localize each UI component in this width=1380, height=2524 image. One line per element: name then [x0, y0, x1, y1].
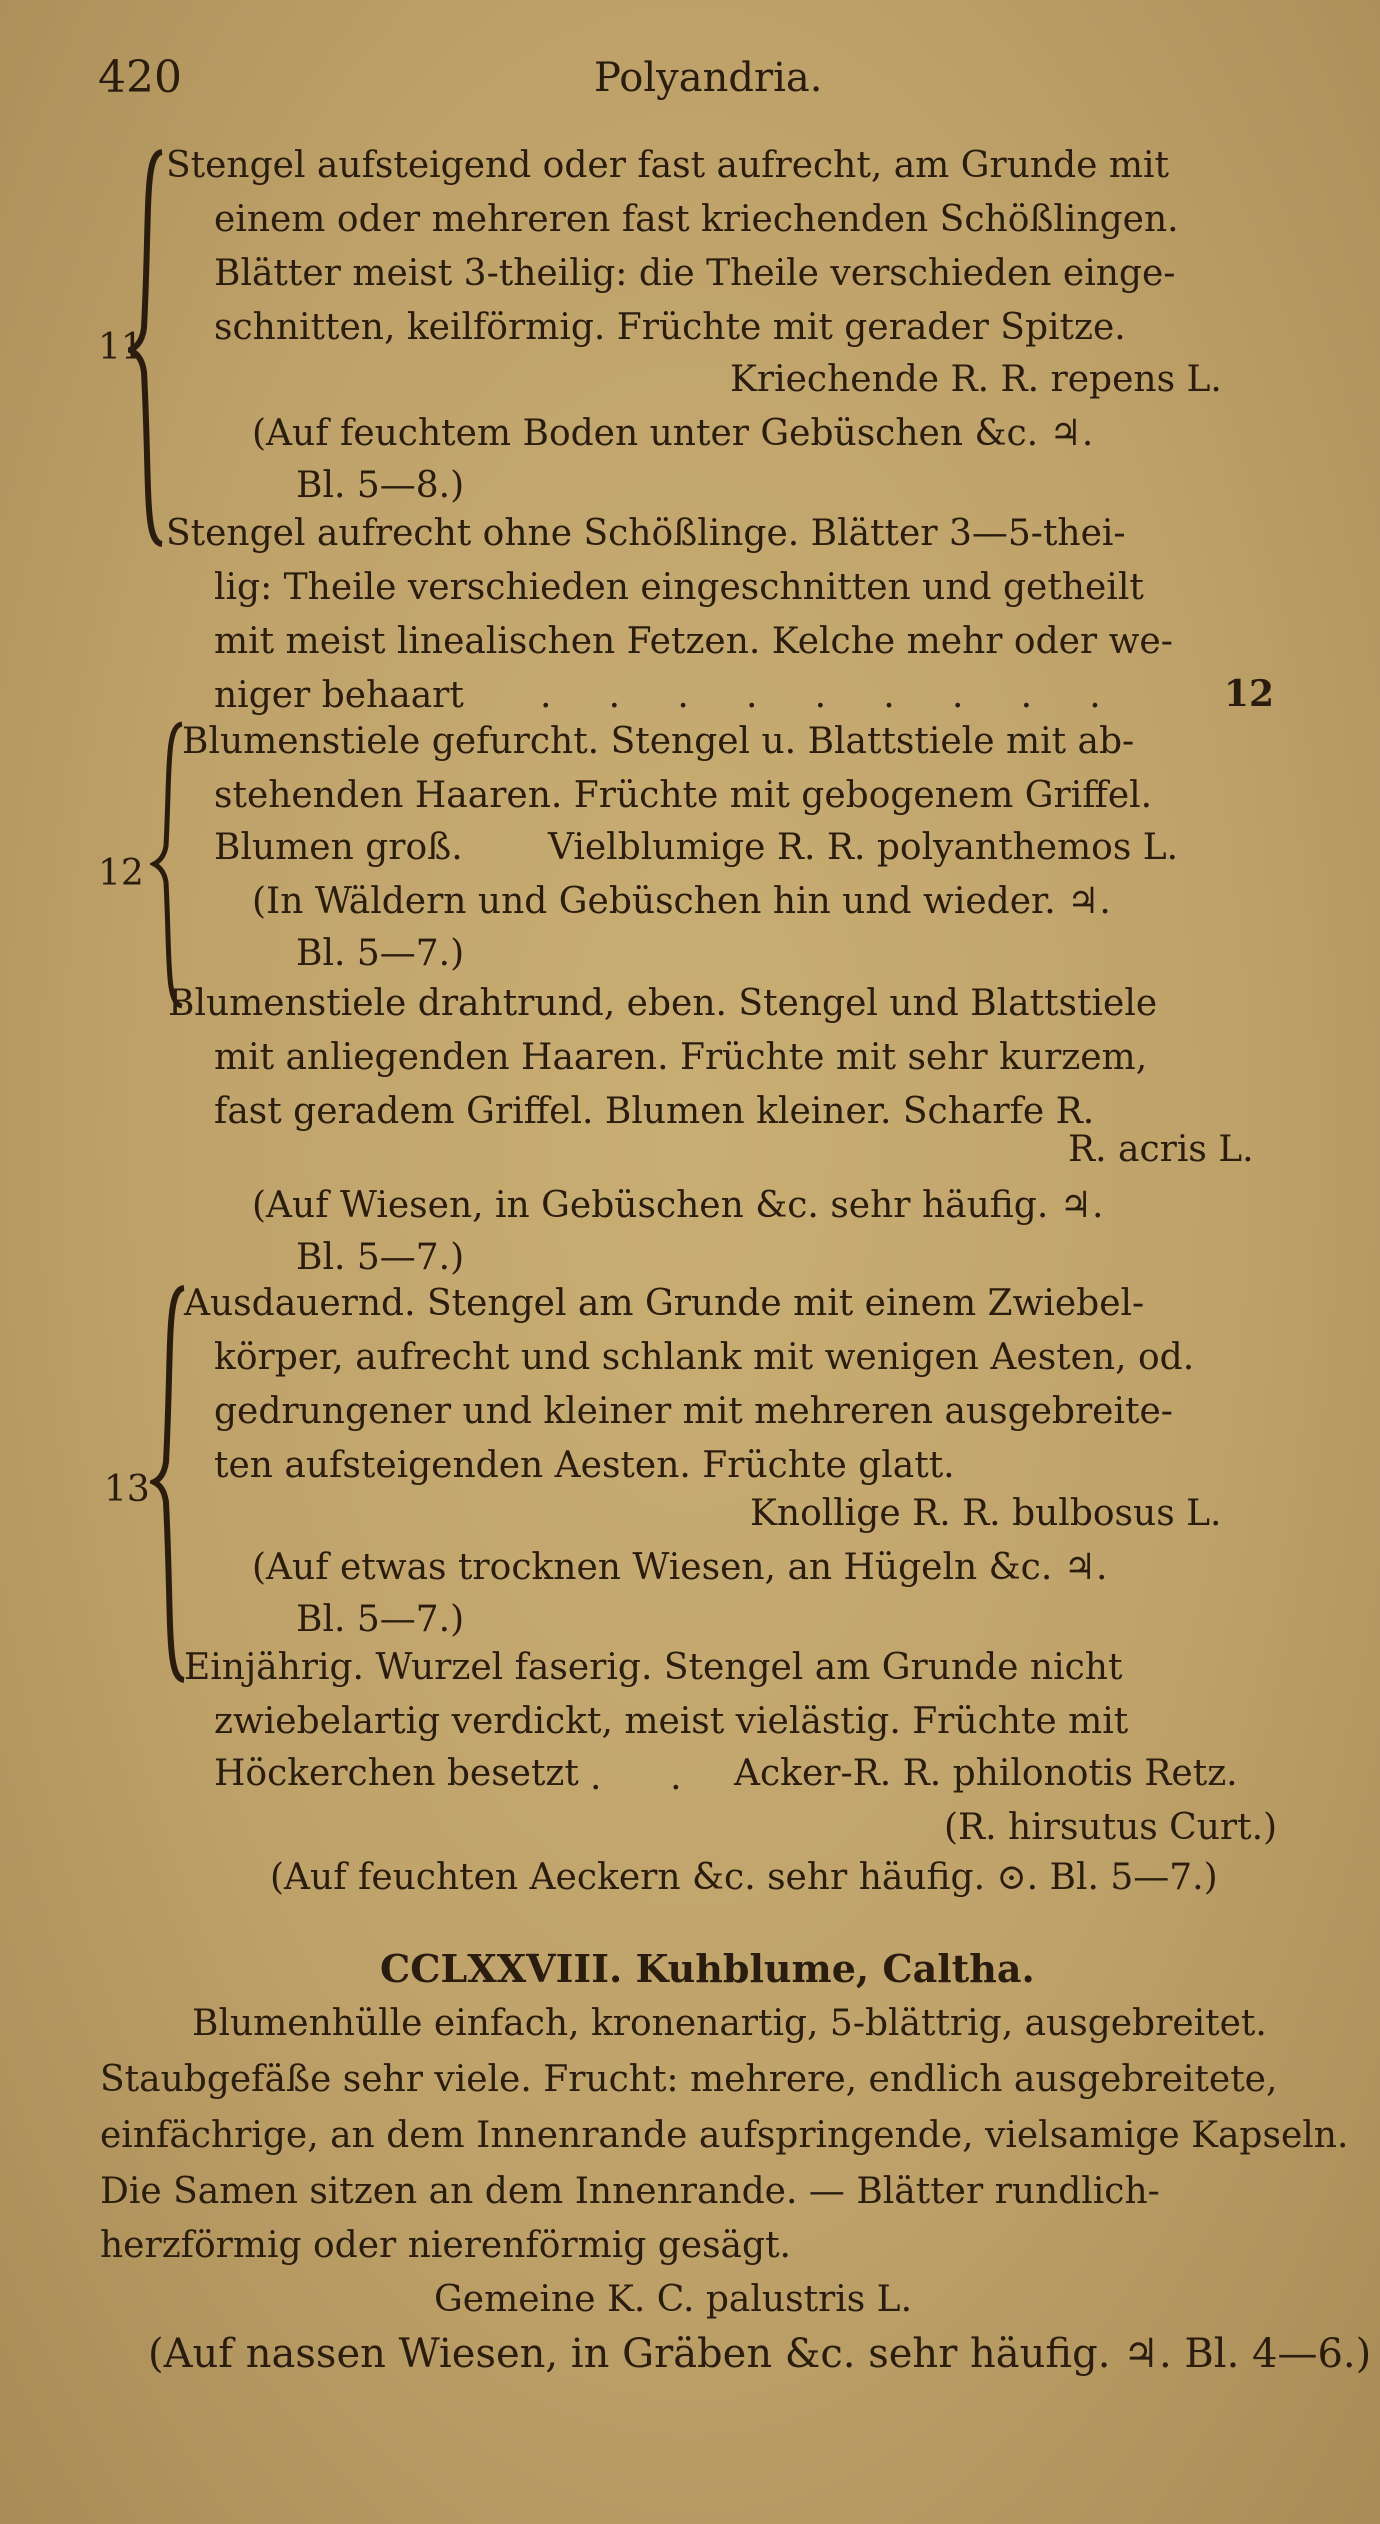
- species-name-polyanthemos: Vielblumige R. R. polyanthemos L.: [548, 827, 1179, 868]
- genus-heading: CCLXXVIII. Kuhblume, Caltha.: [380, 1946, 1035, 1991]
- brace-13: [150, 1284, 188, 1684]
- habitat-note-acris: (Auf Wiesen, in Gebüschen &c. sehr häufig. ♃.: [252, 1185, 1104, 1226]
- couplet-13b-line-2: zwiebelartig verdickt, meist vielästig. Früchte mit: [214, 1701, 1129, 1742]
- couplet-11b-line-3: mit meist linealischen Fetzen. Kelche mehr oder we-: [214, 621, 1173, 662]
- brace-12: [150, 720, 186, 1010]
- genus-description-line-3: einfächrige, an dem Innenrande aufspringende, vielsamige Kapseln.: [100, 2115, 1349, 2156]
- couplet-11a-line-2: einem oder mehreren fast kriechenden Schößlingen.: [214, 199, 1179, 240]
- key-reference-12: 12: [1224, 673, 1275, 715]
- species-name-philonotis: Acker-R. R. philonotis Retz.: [734, 1753, 1238, 1794]
- habitat-note-palustris: (Auf nassen Wiesen, in Gräben &c. sehr häufig. ♃. Bl. 4—6.): [148, 2331, 1372, 2377]
- leader-dots-13: . .: [590, 1757, 682, 1798]
- couplet-12b-line-1: Blumenstiele drahtrund, eben. Stengel und Blattstiele: [168, 983, 1158, 1024]
- couplet-12b-line-3: fast geradem Griffel. Blumen kleiner. Scharfe R.: [214, 1091, 1095, 1132]
- genus-description-line-5: herzförmig oder nierenförmig gesägt.: [100, 2225, 791, 2266]
- flowering-note-polyanthemos: Bl. 5—7.): [296, 933, 465, 974]
- couplet-11b-line-1: Stengel aufrecht ohne Schößlinge. Blätter 3—5-thei-: [166, 513, 1126, 554]
- couplet-11b-line-2: lig: Theile verschieden eingeschnitten und getheilt: [214, 567, 1144, 608]
- habitat-note-philonotis: (Auf feuchten Aeckern &c. sehr häufig. ⊙. Bl. 5—7.): [270, 1857, 1218, 1898]
- couplet-11b-line-4: niger behaart: [214, 675, 464, 716]
- couplet-11a-line-1: Stengel aufsteigend oder fast aufrecht, am Grunde mit: [166, 145, 1170, 186]
- running-title: Polyandria.: [594, 55, 823, 101]
- habitat-note-bulbosus: (Auf etwas trocknen Wiesen, an Hügeln &c. ♃.: [252, 1547, 1108, 1588]
- couplet-13a-line-2: körper, aufrecht und schlank mit wenigen Aesten, od.: [214, 1337, 1195, 1378]
- couplet-13b-line-3: Höckerchen besetzt: [214, 1753, 579, 1794]
- flowering-note-bulbosus: Bl. 5—7.): [296, 1599, 465, 1640]
- couplet-13a-line-1: Ausdauernd. Stengel am Grunde mit einem Zwiebel-: [184, 1283, 1145, 1324]
- flowering-note-acris: Bl. 5—7.): [296, 1237, 465, 1278]
- couplet-13b-line-1: Einjährig. Wurzel faserig. Stengel am Grunde nicht: [184, 1647, 1123, 1688]
- page-number: 420: [98, 52, 182, 103]
- species-name-bulbosus: Knollige R. R. bulbosus L.: [750, 1493, 1222, 1534]
- couplet-12a-line-1: Blumenstiele gefurcht. Stengel u. Blattstiele mit ab-: [182, 721, 1135, 762]
- species-name-acris: R. acris L.: [1068, 1129, 1254, 1170]
- genus-description-line-4: Die Samen sitzen an dem Innenrande. — Blätter rundlich-: [100, 2171, 1160, 2212]
- species-name-repens: Kriechende R. R. repens L.: [730, 359, 1222, 400]
- synonym-hirsutus: (R. hirsutus Curt.): [944, 1807, 1278, 1848]
- couplet-13a-line-3: gedrungener und kleiner mit mehreren ausgebreite-: [214, 1391, 1173, 1432]
- habitat-note-polyanthemos: (In Wäldern und Gebüschen hin und wieder. ♃.: [252, 881, 1111, 922]
- couplet-11a-line-4: schnitten, keilförmig. Früchte mit gerader Spitze.: [214, 307, 1126, 348]
- leader-dots: . . . . . . . . .: [540, 675, 1101, 716]
- genus-description-line-2: Staubgefäße sehr viele. Frucht: mehrere, endlich ausgebreitete,: [100, 2059, 1278, 2100]
- couplet-13a-line-4: ten aufsteigenden Aesten. Früchte glatt.: [214, 1445, 955, 1486]
- couplet-11a-line-3: Blätter meist 3-theilig: die Theile verschieden einge-: [214, 253, 1176, 294]
- habitat-note-repens: (Auf feuchtem Boden unter Gebüschen &c. ♃.: [252, 413, 1094, 454]
- couplet-number-13: 13: [104, 1469, 150, 1510]
- couplet-number-12: 12: [98, 853, 144, 894]
- species-name-palustris: Gemeine K. C. palustris L.: [434, 2279, 913, 2320]
- couplet-12b-line-2: mit anliegenden Haaren. Früchte mit sehr kurzem,: [214, 1037, 1148, 1078]
- couplet-12a-line-3: Blumen groß.: [214, 827, 463, 868]
- flowering-note-repens: Bl. 5—8.): [296, 465, 465, 506]
- couplet-12a-line-2: stehenden Haaren. Früchte mit gebogenem Griffel.: [214, 775, 1153, 816]
- genus-description-line-1: Blumenhülle einfach, kronenartig, 5-blättrig, ausgebreitet.: [192, 2003, 1267, 2044]
- couplet-number-11: 11: [98, 327, 144, 368]
